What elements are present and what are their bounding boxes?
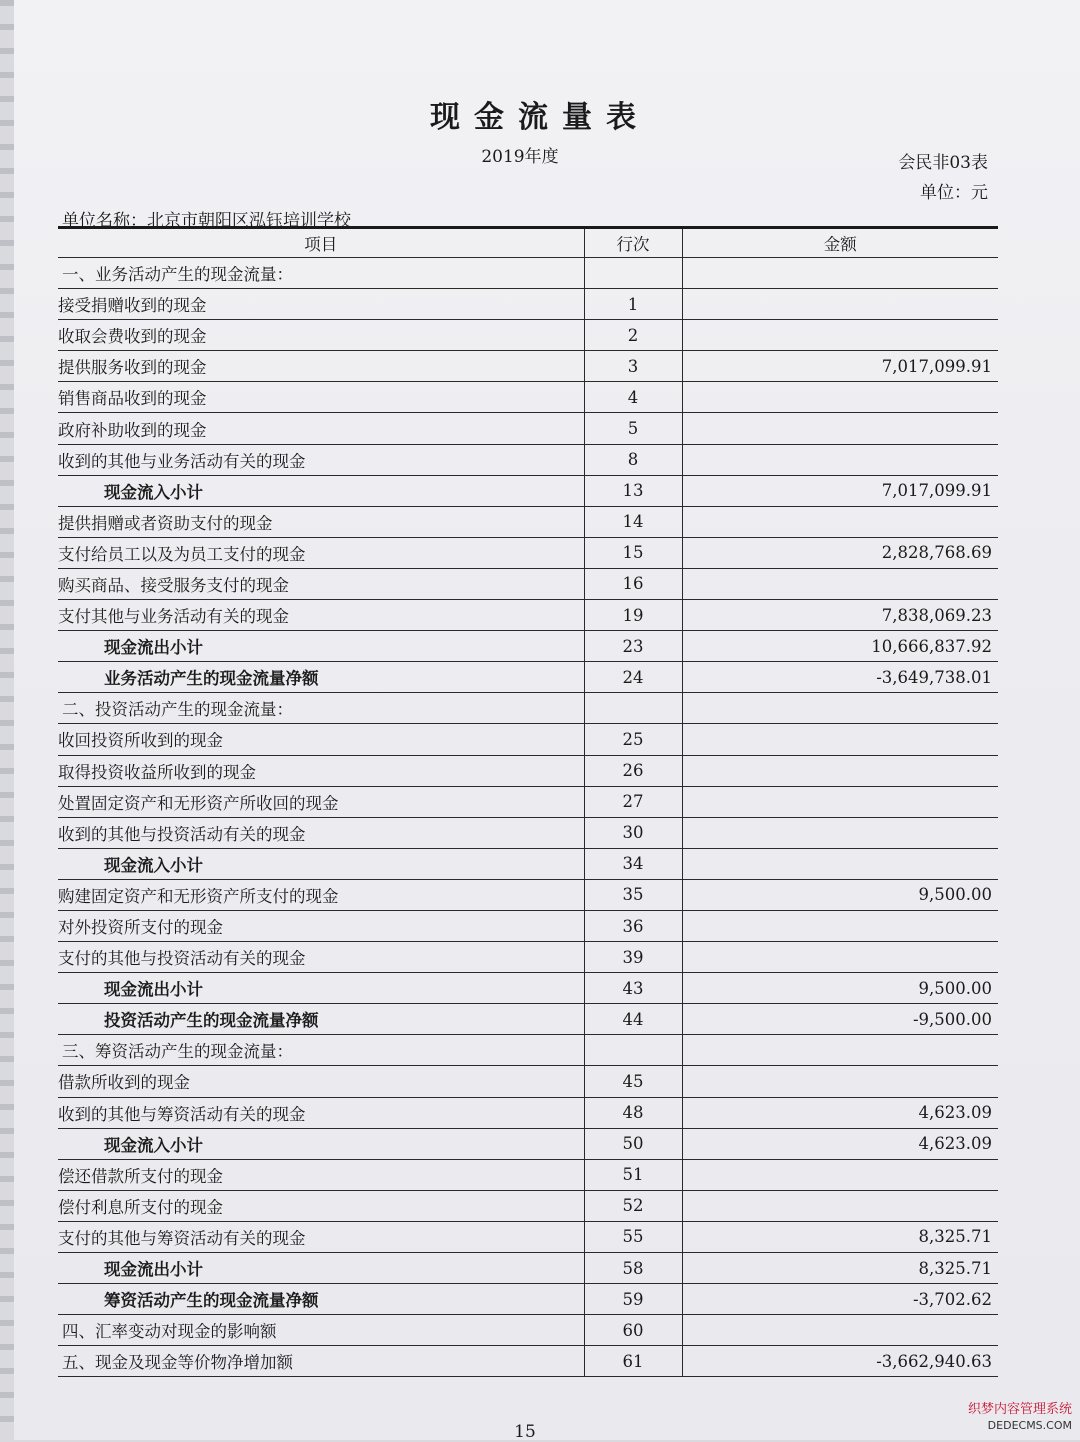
row-line-number (584, 1035, 682, 1066)
row-line-number: 48 (584, 1097, 682, 1128)
page-title: 现金流量表 (430, 100, 650, 135)
row-label: 偿还借款所支付的现金 (58, 1159, 584, 1190)
row-label: 投资活动产生的现金流量净额 (58, 1004, 584, 1035)
row-amount: 9,500.00 (682, 973, 998, 1004)
table-row (58, 1004, 998, 1035)
row-label: 收取会费收到的现金 (58, 320, 584, 351)
row-line-number: 45 (584, 1066, 682, 1097)
row-label: 支付其他与业务活动有关的现金 (58, 600, 584, 631)
row-amount (682, 910, 998, 941)
row-label: 借款所收到的现金 (58, 1066, 584, 1097)
row-line-number: 19 (584, 600, 682, 631)
table-row (58, 289, 998, 320)
table-row (58, 1128, 998, 1159)
report-year: 2019年度 (481, 147, 559, 167)
row-label: 处置固定资产和无形资产所收回的现金 (58, 786, 584, 817)
watermark (968, 1402, 1072, 1434)
table-row (58, 631, 998, 662)
header-amount: 金额 (682, 228, 998, 258)
row-line-number: 3 (584, 351, 682, 382)
row-amount: -3,649,738.01 (682, 662, 998, 693)
row-line-number: 61 (584, 1346, 682, 1377)
table-row (58, 1346, 998, 1377)
row-line-number: 23 (584, 631, 682, 662)
table-row (58, 1284, 998, 1315)
organization-name: 单位名称：北京市朝阳区泓钰培训学校 (62, 211, 351, 231)
row-line-number: 15 (584, 537, 682, 568)
table-row (58, 879, 998, 910)
table-row (58, 693, 998, 724)
row-label: 支付给员工以及为员工支付的现金 (58, 537, 584, 568)
form-code: 会民非03表 (898, 153, 988, 173)
row-amount (682, 693, 998, 724)
row-label: 取得投资收益所收到的现金 (58, 755, 584, 786)
row-line-number: 2 (584, 320, 682, 351)
row-line-number (584, 693, 682, 724)
row-line-number: 24 (584, 662, 682, 693)
table-row (58, 1253, 998, 1284)
row-label: 支付的其他与投资活动有关的现金 (58, 942, 584, 973)
row-amount (682, 382, 998, 413)
row-line-number: 16 (584, 568, 682, 599)
row-line-number (584, 258, 682, 289)
table-row (58, 786, 998, 817)
row-label: 接受捐赠收到的现金 (58, 289, 584, 320)
row-line-number: 39 (584, 942, 682, 973)
row-line-number: 59 (584, 1284, 682, 1315)
row-label: 收回投资所收到的现金 (58, 724, 584, 755)
row-amount (682, 1190, 998, 1221)
row-line-number: 25 (584, 724, 682, 755)
row-line-number: 13 (584, 475, 682, 506)
row-line-number: 44 (584, 1004, 682, 1035)
table-row (58, 475, 998, 506)
table-row (58, 1097, 998, 1128)
table-row (58, 537, 998, 568)
row-line-number: 14 (584, 506, 682, 537)
row-line-number: 30 (584, 817, 682, 848)
row-line-number: 4 (584, 382, 682, 413)
row-amount: 10,666,837.92 (682, 631, 998, 662)
row-label: 筹资活动产生的现金流量净额 (58, 1284, 584, 1315)
row-line-number: 52 (584, 1190, 682, 1221)
cash-flow-table (58, 226, 998, 1377)
table-row (58, 1035, 998, 1066)
row-label: 现金流入小计 (58, 1128, 584, 1159)
table-row (58, 444, 998, 475)
table-row (58, 910, 998, 941)
table-row (58, 600, 998, 631)
row-line-number: 55 (584, 1221, 682, 1252)
currency-unit: 单位：元 (920, 183, 988, 203)
row-line-number: 5 (584, 413, 682, 444)
row-label: 业务活动产生的现金流量净额 (58, 662, 584, 693)
row-amount: 2,828,768.69 (682, 537, 998, 568)
header-item: 项目 (58, 228, 584, 258)
row-line-number: 27 (584, 786, 682, 817)
row-line-number: 26 (584, 755, 682, 786)
row-label: 对外投资所支付的现金 (58, 910, 584, 941)
row-amount: 7,838,069.23 (682, 600, 998, 631)
row-label: 支付的其他与筹资活动有关的现金 (58, 1221, 584, 1252)
row-label: 政府补助收到的现金 (58, 413, 584, 444)
row-amount (682, 817, 998, 848)
table-row (58, 817, 998, 848)
row-label: 二、投资活动产生的现金流量： (58, 693, 584, 724)
row-amount: 7,017,099.91 (682, 351, 998, 382)
row-label: 现金流出小计 (58, 973, 584, 1004)
row-amount (682, 506, 998, 537)
row-amount (682, 413, 998, 444)
table-row (58, 382, 998, 413)
table-row (58, 973, 998, 1004)
row-amount (682, 289, 998, 320)
row-amount (682, 724, 998, 755)
row-label: 购建固定资产和无形资产所支付的现金 (58, 879, 584, 910)
row-label: 销售商品收到的现金 (58, 382, 584, 413)
row-amount: 8,325.71 (682, 1221, 998, 1252)
table-row (58, 942, 998, 973)
row-amount: 4,623.09 (682, 1097, 998, 1128)
row-amount: -3,662,940.63 (682, 1346, 998, 1377)
table-row (58, 1221, 998, 1252)
row-amount (682, 444, 998, 475)
row-line-number: 50 (584, 1128, 682, 1159)
row-label: 现金流出小计 (58, 1253, 584, 1284)
row-amount: 7,017,099.91 (682, 475, 998, 506)
row-line-number: 35 (584, 879, 682, 910)
table-body (58, 258, 998, 1377)
table-row (58, 1066, 998, 1097)
row-label: 一、业务活动产生的现金流量： (58, 258, 584, 289)
table-row (58, 755, 998, 786)
table-row (58, 258, 998, 289)
watermark-text: 织梦内容管理系统 (967, 1402, 1072, 1417)
row-amount (682, 848, 998, 879)
table-row (58, 1159, 998, 1190)
row-amount (682, 1315, 998, 1346)
row-amount (682, 942, 998, 973)
row-label: 偿付利息所支付的现金 (58, 1190, 584, 1221)
row-label: 四、汇率变动对现金的影响额 (58, 1315, 584, 1346)
row-label: 收到的其他与投资活动有关的现金 (58, 817, 584, 848)
row-line-number: 34 (584, 848, 682, 879)
row-amount (682, 1159, 998, 1190)
row-line-number: 36 (584, 910, 682, 941)
row-line-number: 8 (584, 444, 682, 475)
row-amount: -9,500.00 (682, 1004, 998, 1035)
row-label: 三、筹资活动产生的现金流量： (58, 1035, 584, 1066)
row-label: 收到的其他与筹资活动有关的现金 (58, 1097, 584, 1128)
row-line-number: 1 (584, 289, 682, 320)
row-line-number: 58 (584, 1253, 682, 1284)
table-row (58, 568, 998, 599)
table-row (58, 848, 998, 879)
table-row (58, 724, 998, 755)
row-amount (682, 1035, 998, 1066)
row-line-number: 60 (584, 1315, 682, 1346)
table-row (58, 413, 998, 444)
row-label: 现金流入小计 (58, 475, 584, 506)
row-label: 现金流入小计 (58, 848, 584, 879)
row-label: 提供捐赠或者资助支付的现金 (58, 506, 584, 537)
table-row (58, 320, 998, 351)
row-amount: 9,500.00 (682, 879, 998, 910)
table-row (58, 1190, 998, 1221)
row-line-number: 43 (584, 973, 682, 1004)
row-amount: 4,623.09 (682, 1128, 998, 1159)
table-row (58, 506, 998, 537)
row-amount: -3,702.62 (682, 1284, 998, 1315)
row-label: 五、现金及现金等价物净增加额 (58, 1346, 584, 1377)
table-row (58, 662, 998, 693)
row-label: 现金流出小计 (58, 631, 584, 662)
row-label: 收到的其他与业务活动有关的现金 (58, 444, 584, 475)
row-amount: 8,325.71 (682, 1253, 998, 1284)
row-line-number: 51 (584, 1159, 682, 1190)
row-label: 提供服务收到的现金 (58, 351, 584, 382)
row-amount (682, 568, 998, 599)
binding-holes (0, 0, 14, 1440)
header-line: 行次 (584, 228, 682, 258)
page-number: 15 (514, 1422, 536, 1442)
row-amount (682, 786, 998, 817)
row-amount (682, 320, 998, 351)
row-amount (682, 1066, 998, 1097)
row-label: 购买商品、接受服务支付的现金 (58, 568, 584, 599)
table-header (58, 228, 998, 258)
table-row (58, 351, 998, 382)
row-amount (682, 258, 998, 289)
table-row (58, 1315, 998, 1346)
row-amount (682, 755, 998, 786)
watermark-url: DEDECMS.COM (987, 1419, 1072, 1432)
